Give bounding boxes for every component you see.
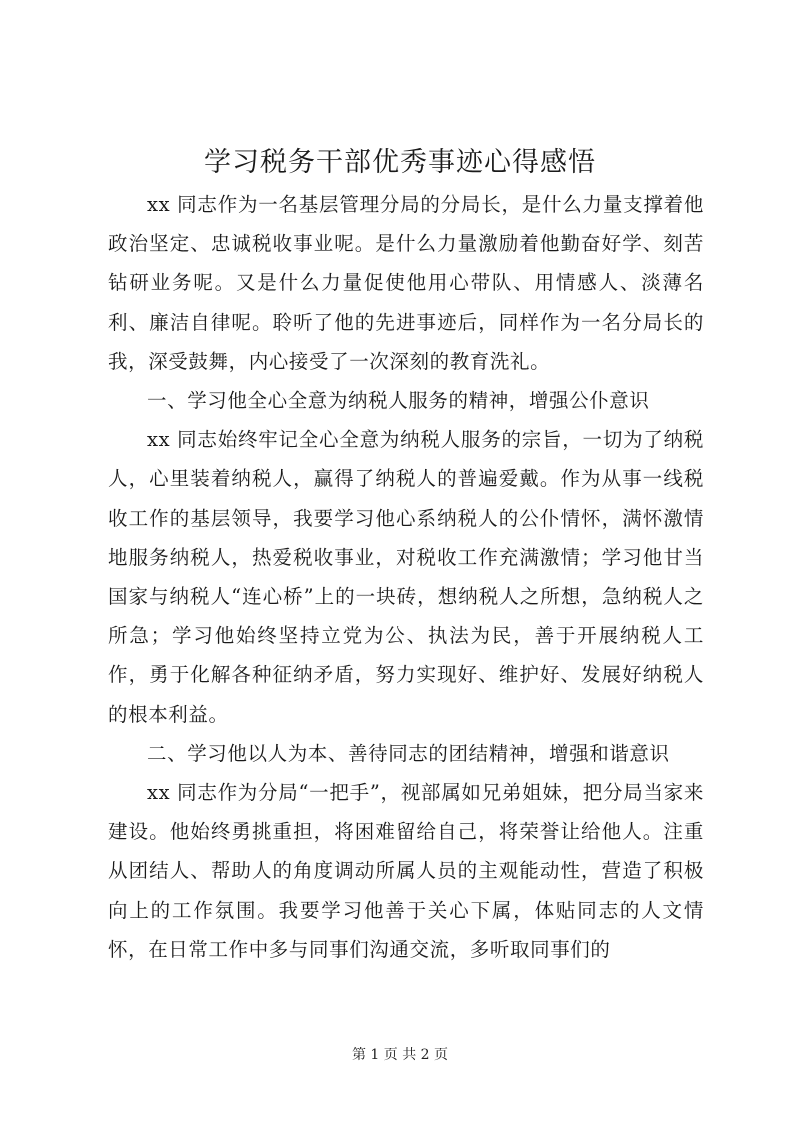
paragraph-intro: xx 同志作为一名基层管理分局的分局长，是什么力量支撑着他政治坚定、忠诚税收事业呢。是什么力量激励着他勤奋好学、刻苦钻研业务呢。又是什么力量促使他用心带队、用情感人、淡薄名利、廉洁自律呢。聆听了他的先进事迹后，同样作为一名分局长的我，深受鼓舞，内心接受了一次深刻的教育洗礼。 bbox=[108, 193, 704, 373]
document-title: 学习税务干部优秀事迹心得感悟 bbox=[204, 147, 596, 178]
paragraph-section-2: xx 同志作为分局“一把手”，视部属如兄弟姐妹，把分局当家来建设。他始终勇挑重担，将困难留给自己，将荣誉让给他人。注重从团结人、帮助人的角度调动所属人员的主观能动性，营造了积极向上的工作氛围。我要学习他善于关心下属，体贴同志的人文情怀，在日常工作中多与同事们沟通交流，多听取同事们的 bbox=[108, 781, 704, 961]
section-heading-2: 二、学习他以人为本、善待同志的团结精神，增强和谐意识 bbox=[147, 741, 670, 765]
page-footer: 第 1 页 共 2 页 bbox=[351, 1047, 449, 1063]
document-body bbox=[108, 185, 704, 969]
paragraph-section-1: xx 同志始终牢记全心全意为纳税人服务的宗旨，一切为了纳税人，心里装着纳税人，赢得了纳税人的普遍爱戴。作为从事一线税收工作的基层领导，我要学习他心系纳税人的公仆情怀，满怀激情地服务纳税人，热爱税收事业，对税收工作充满激情；学习他甘当国家与纳税人“连心桥”上的一块砖，想纳税人之所想，急纳税人之所急；学习他始终坚持立党为公、执法为民，善于开展纳税人工作，勇于化解各种征纳矛盾，努力实现好、维护好、发展好纳税人的根本利益。 bbox=[108, 428, 704, 726]
section-heading-1: 一、学习他全心全意为纳税人服务的精神，增强公仆意识 bbox=[147, 389, 650, 413]
